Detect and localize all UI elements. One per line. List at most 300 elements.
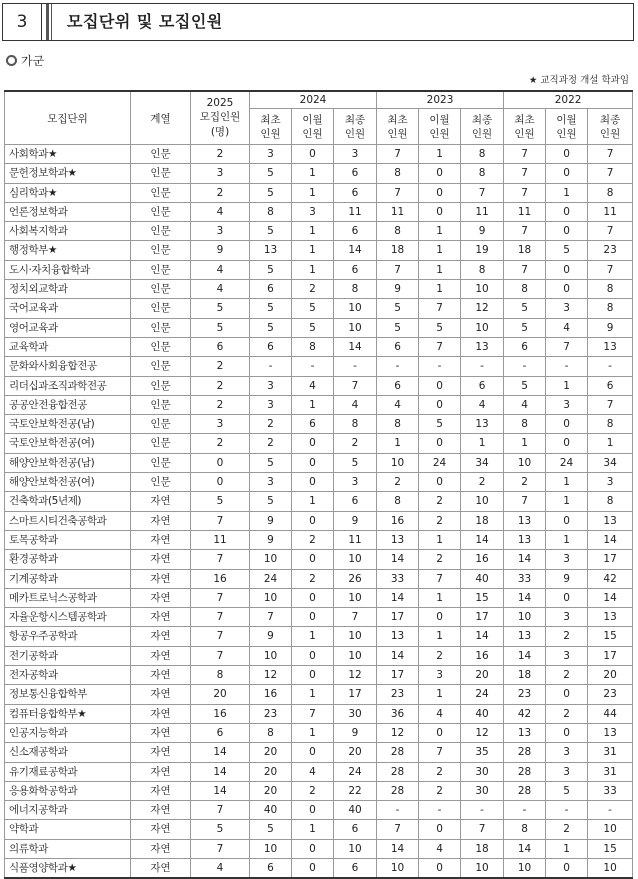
cell-first-2023: 33: [377, 569, 419, 588]
cell-carried-2023: 0: [419, 376, 461, 395]
table-row: [5, 550, 633, 569]
subheader-final-line1: 최종: [599, 113, 621, 126]
subheader-final-line1: 최종: [344, 113, 366, 126]
cell-final-2022: 15: [588, 627, 633, 646]
cell-field: 자연: [131, 569, 191, 588]
cell-first-2023: 13: [377, 530, 419, 549]
cell-final-2023: 1: [461, 434, 504, 453]
cell-first-2022: 13: [504, 530, 546, 549]
cell-final-2024: 12: [334, 666, 377, 685]
subheader-final-line2: 인원: [344, 127, 366, 140]
cell-final-2022: 10: [588, 820, 633, 839]
cell-unit-name: 국토안보학전공(여): [5, 434, 131, 453]
cell-carried-2023: 1: [419, 588, 461, 607]
cell-carried-2022: 1: [546, 530, 588, 549]
cell-first-2022: 8: [504, 280, 546, 299]
cell-carried-2022: 4: [546, 318, 588, 337]
cell-carried-2024: 1: [292, 164, 334, 183]
cell-carried-2023: 0: [419, 164, 461, 183]
cell-first-2024: 23: [250, 704, 292, 723]
cell-carried-2022: 0: [546, 434, 588, 453]
cell-carried-2023: 0: [419, 395, 461, 414]
cell-field: 자연: [131, 858, 191, 878]
cell-unit-name: 사회학과★: [5, 145, 131, 164]
cell-unit-name: 심리학과★: [5, 183, 131, 202]
cell-field: 자연: [131, 839, 191, 858]
cell-carried-2022: 0: [546, 164, 588, 183]
cell-carried-2023: 3: [419, 666, 461, 685]
cell-recruit-2025: 5: [191, 318, 250, 337]
cell-first-2024: 16: [250, 685, 292, 704]
cell-final-2022: 7: [588, 395, 633, 414]
cell-unit-name: 에너지공학과: [5, 801, 131, 820]
cell-unit-name: 의류학과: [5, 839, 131, 858]
cell-field: 자연: [131, 820, 191, 839]
cell-final-2024: 6: [334, 820, 377, 839]
cell-first-2024: 9: [250, 511, 292, 530]
subheader-first-line1: 최초: [387, 113, 408, 126]
cell-final-2023: 13: [461, 415, 504, 434]
cell-final-2024: 3: [334, 145, 377, 164]
cell-first-2023: 4: [377, 395, 419, 414]
cell-first-2024: 5: [250, 318, 292, 337]
cell-final-2022: 7: [588, 164, 633, 183]
cell-field: 인문: [131, 395, 191, 414]
cell-field: 인문: [131, 299, 191, 318]
cell-final-2022: 7: [588, 145, 633, 164]
cell-first-2023: 14: [377, 839, 419, 858]
cell-carried-2023: 4: [419, 704, 461, 723]
cell-first-2023: 28: [377, 743, 419, 762]
cell-field: 인문: [131, 357, 191, 376]
cell-first-2022: 5: [504, 318, 546, 337]
cell-final-2022: 13: [588, 723, 633, 742]
cell-first-2023: 7: [377, 145, 419, 164]
table-body: [5, 145, 633, 879]
cell-recruit-2025: 3: [191, 415, 250, 434]
cell-first-2024: 6: [250, 337, 292, 356]
cell-final-2022: 8: [588, 280, 633, 299]
cell-recruit-2025: 2: [191, 357, 250, 376]
cell-first-2023: 17: [377, 608, 419, 627]
cell-carried-2024: 0: [292, 550, 334, 569]
cell-carried-2022: 3: [546, 550, 588, 569]
cell-final-2023: 30: [461, 762, 504, 781]
cell-unit-name: 기계공학과: [5, 569, 131, 588]
cell-final-2023: -: [461, 357, 504, 376]
cell-recruit-2025: 2: [191, 145, 250, 164]
cell-final-2023: 9: [461, 222, 504, 241]
cell-field: 인문: [131, 415, 191, 434]
cell-carried-2022: 1: [546, 492, 588, 511]
cell-carried-2024: 8: [292, 337, 334, 356]
cell-carried-2022: 7: [546, 337, 588, 356]
cell-carried-2023: 0: [419, 434, 461, 453]
cell-final-2022: 13: [588, 337, 633, 356]
cell-recruit-2025: 6: [191, 337, 250, 356]
cell-field: 자연: [131, 762, 191, 781]
cell-final-2022: 17: [588, 550, 633, 569]
cell-final-2024: 9: [334, 511, 377, 530]
cell-recruit-2025: 14: [191, 743, 250, 762]
cell-carried-2023: 7: [419, 299, 461, 318]
cell-carried-2023: 2: [419, 646, 461, 665]
cell-final-2023: 10: [461, 280, 504, 299]
subheader-carried-line1: 이월: [556, 113, 577, 126]
cell-final-2024: 26: [334, 569, 377, 588]
cell-first-2022: 1: [504, 434, 546, 453]
subheader-carried-line1: 이월: [302, 113, 323, 126]
cell-carried-2024: 0: [292, 646, 334, 665]
cell-recruit-2025: 4: [191, 202, 250, 221]
cell-carried-2024: 0: [292, 434, 334, 453]
cell-first-2022: 13: [504, 723, 546, 742]
cell-final-2024: 10: [334, 839, 377, 858]
header-2025-recruit: 모집인원: [199, 111, 241, 123]
cell-first-2024: 3: [250, 395, 292, 414]
table-row: [5, 241, 633, 260]
cell-recruit-2025: 2: [191, 183, 250, 202]
subheader-first-line2: 인원: [260, 127, 281, 140]
table-row: [5, 762, 633, 781]
subheader-carried-line1: 이월: [429, 113, 450, 126]
subheader-first: [504, 109, 546, 145]
cell-carried-2022: 2: [546, 666, 588, 685]
table-row: [5, 781, 633, 800]
cell-unit-name: 문헌정보학과★: [5, 164, 131, 183]
cell-unit-name: 인공지능학과: [5, 723, 131, 742]
cell-carried-2024: 1: [292, 492, 334, 511]
cell-first-2023: 13: [377, 627, 419, 646]
cell-recruit-2025: 7: [191, 646, 250, 665]
cell-carried-2022: 1: [546, 376, 588, 395]
cell-carried-2024: 0: [292, 839, 334, 858]
cell-unit-name: 토목공학과: [5, 530, 131, 549]
cell-carried-2023: 5: [419, 318, 461, 337]
cell-carried-2023: 2: [419, 550, 461, 569]
cell-carried-2024: 1: [292, 183, 334, 202]
cell-final-2022: 1: [588, 434, 633, 453]
subheader-carried-line2: 인원: [429, 127, 450, 140]
table-row: [5, 473, 633, 492]
cell-final-2022: 10: [588, 858, 633, 878]
cell-recruit-2025: 16: [191, 704, 250, 723]
cell-carried-2024: 1: [292, 395, 334, 414]
cell-unit-name: 유기재료공학과: [5, 762, 131, 781]
cell-carried-2023: 0: [419, 820, 461, 839]
cell-final-2022: 14: [588, 530, 633, 549]
cell-unit-name: 환경공학과: [5, 550, 131, 569]
cell-final-2024: 11: [334, 530, 377, 549]
cell-final-2024: 3: [334, 473, 377, 492]
subheader-first-line1: 최초: [514, 113, 535, 126]
cell-final-2022: 3: [588, 473, 633, 492]
cell-final-2023: 14: [461, 627, 504, 646]
cell-carried-2022: 2: [546, 704, 588, 723]
cell-first-2022: -: [504, 801, 546, 820]
cell-carried-2023: 0: [419, 183, 461, 202]
cell-final-2022: 7: [588, 260, 633, 279]
cell-first-2024: 5: [250, 492, 292, 511]
cell-final-2024: 6: [334, 183, 377, 202]
subheader-carried-line2: 인원: [302, 127, 323, 140]
cell-first-2024: 3: [250, 473, 292, 492]
cell-first-2024: 10: [250, 588, 292, 607]
cell-final-2023: 24: [461, 685, 504, 704]
cell-field: 인문: [131, 376, 191, 395]
cell-unit-name: 정치외교학과: [5, 280, 131, 299]
cell-first-2023: 8: [377, 415, 419, 434]
cell-carried-2023: 1: [419, 145, 461, 164]
cell-final-2022: 8: [588, 415, 633, 434]
cell-first-2024: 8: [250, 202, 292, 221]
cell-final-2024: 7: [334, 376, 377, 395]
cell-carried-2022: 5: [546, 781, 588, 800]
cell-recruit-2025: 7: [191, 511, 250, 530]
cell-first-2023: 18: [377, 241, 419, 260]
cell-carried-2024: 5: [292, 318, 334, 337]
cell-carried-2022: 2: [546, 820, 588, 839]
cell-first-2024: 2: [250, 434, 292, 453]
cell-unit-name: 공공안전융합전공: [5, 395, 131, 414]
cell-field: 인문: [131, 202, 191, 221]
cell-first-2024: 5: [250, 260, 292, 279]
cell-first-2022: 10: [504, 453, 546, 472]
cell-unit-name: 국어교육과: [5, 299, 131, 318]
cell-first-2023: 14: [377, 646, 419, 665]
cell-first-2023: -: [377, 801, 419, 820]
subheader-carried-line2: 인원: [556, 127, 577, 140]
cell-first-2022: 7: [504, 164, 546, 183]
cell-final-2022: 15: [588, 839, 633, 858]
cell-carried-2024: 1: [292, 222, 334, 241]
cell-final-2024: 7: [334, 608, 377, 627]
section-title: 모집단위 및 모집인원: [67, 12, 223, 31]
cell-first-2023: 36: [377, 704, 419, 723]
table-row: [5, 511, 633, 530]
cell-first-2022: 7: [504, 183, 546, 202]
cell-final-2023: -: [461, 801, 504, 820]
subheader-final: [334, 109, 377, 145]
cell-unit-name: 약학과: [5, 820, 131, 839]
cell-carried-2022: 1: [546, 473, 588, 492]
cell-carried-2022: 0: [546, 202, 588, 221]
teaching-course-note: ★ 교직과정 개설 학과임: [528, 75, 629, 86]
subheader-final-line2: 인원: [471, 127, 493, 140]
cell-final-2022: 23: [588, 685, 633, 704]
cell-first-2024: 20: [250, 762, 292, 781]
cell-carried-2022: 1: [546, 183, 588, 202]
cell-unit-name: 스마트시티건축공학과: [5, 511, 131, 530]
subheader-first-line2: 인원: [387, 127, 408, 140]
cell-final-2024: 10: [334, 299, 377, 318]
table-row: [5, 395, 633, 414]
cell-field: 자연: [131, 608, 191, 627]
cell-carried-2024: 0: [292, 453, 334, 472]
cell-first-2022: 7: [504, 222, 546, 241]
cell-carried-2024: -: [292, 357, 334, 376]
cell-final-2023: 20: [461, 666, 504, 685]
cell-carried-2024: 1: [292, 685, 334, 704]
cell-first-2022: 10: [504, 608, 546, 627]
cell-final-2023: 12: [461, 299, 504, 318]
cell-final-2023: 2: [461, 473, 504, 492]
table-row: [5, 376, 633, 395]
cell-first-2024: 5: [250, 164, 292, 183]
cell-recruit-2025: 3: [191, 222, 250, 241]
cell-final-2022: 8: [588, 299, 633, 318]
cell-carried-2024: 1: [292, 820, 334, 839]
cell-final-2022: 8: [588, 183, 633, 202]
cell-final-2024: 6: [334, 492, 377, 511]
cell-carried-2024: 2: [292, 569, 334, 588]
cell-final-2024: 8: [334, 415, 377, 434]
table-row: [5, 666, 633, 685]
cell-carried-2022: 0: [546, 222, 588, 241]
cell-carried-2022: 3: [546, 743, 588, 762]
cell-recruit-2025: 7: [191, 608, 250, 627]
cell-final-2024: 17: [334, 685, 377, 704]
cell-final-2023: 40: [461, 704, 504, 723]
cell-first-2024: 40: [250, 801, 292, 820]
cell-final-2022: 11: [588, 202, 633, 221]
cell-carried-2022: 3: [546, 762, 588, 781]
cell-first-2024: 6: [250, 280, 292, 299]
cell-carried-2024: 2: [292, 781, 334, 800]
cell-unit-name: 정보통신융합학부: [5, 685, 131, 704]
cell-first-2024: 20: [250, 781, 292, 800]
cell-carried-2024: 1: [292, 627, 334, 646]
cell-unit-name: 사회복지학과: [5, 222, 131, 241]
cell-carried-2024: 2: [292, 530, 334, 549]
cell-final-2024: 14: [334, 241, 377, 260]
cell-unit-name: 교육학과: [5, 337, 131, 356]
header-2023: 2023: [377, 91, 504, 109]
cell-first-2023: 10: [377, 858, 419, 878]
cell-final-2023: 30: [461, 781, 504, 800]
cell-carried-2022: 0: [546, 685, 588, 704]
table-row: [5, 183, 633, 202]
cell-field: 인문: [131, 241, 191, 260]
cell-first-2022: 10: [504, 858, 546, 878]
cell-recruit-2025: 7: [191, 550, 250, 569]
cell-field: 자연: [131, 801, 191, 820]
cell-first-2022: 14: [504, 839, 546, 858]
cell-final-2024: 30: [334, 704, 377, 723]
cell-carried-2022: 1: [546, 839, 588, 858]
cell-final-2024: 6: [334, 858, 377, 878]
cell-carried-2022: 0: [546, 511, 588, 530]
cell-field: 자연: [131, 685, 191, 704]
subheader-first-line2: 인원: [514, 127, 535, 140]
table-row: [5, 685, 633, 704]
cell-carried-2023: 1: [419, 222, 461, 241]
cell-carried-2024: 1: [292, 241, 334, 260]
cell-first-2022: 8: [504, 415, 546, 434]
cell-final-2022: 31: [588, 762, 633, 781]
cell-final-2023: 34: [461, 453, 504, 472]
cell-final-2023: 10: [461, 858, 504, 878]
cell-final-2023: 12: [461, 723, 504, 742]
table-row: [5, 801, 633, 820]
cell-unit-name: 메카트로닉스공학과: [5, 588, 131, 607]
cell-carried-2022: 0: [546, 145, 588, 164]
cell-carried-2023: 0: [419, 608, 461, 627]
table-row: [5, 318, 633, 337]
cell-first-2024: 5: [250, 222, 292, 241]
table-row: [5, 145, 633, 164]
cell-first-2024: 10: [250, 550, 292, 569]
cell-final-2024: 10: [334, 588, 377, 607]
subheader-first-line1: 최초: [260, 113, 281, 126]
cell-unit-name: 행정학부★: [5, 241, 131, 260]
cell-final-2022: 14: [588, 588, 633, 607]
cell-final-2024: 14: [334, 337, 377, 356]
cell-recruit-2025: 16: [191, 569, 250, 588]
cell-first-2023: 28: [377, 762, 419, 781]
cell-first-2022: 4: [504, 395, 546, 414]
cell-final-2022: 17: [588, 646, 633, 665]
cell-first-2022: 18: [504, 241, 546, 260]
cell-final-2024: 2: [334, 434, 377, 453]
cell-first-2024: 7: [250, 608, 292, 627]
cell-carried-2023: 0: [419, 202, 461, 221]
cell-recruit-2025: 4: [191, 858, 250, 878]
cell-carried-2024: 1: [292, 723, 334, 742]
cell-first-2024: 20: [250, 743, 292, 762]
cell-final-2024: 20: [334, 743, 377, 762]
table-row: [5, 723, 633, 742]
cell-first-2022: 28: [504, 762, 546, 781]
table-row: [5, 646, 633, 665]
cell-recruit-2025: 7: [191, 627, 250, 646]
cell-unit-name: 건축학과(5년제): [5, 492, 131, 511]
cell-recruit-2025: 7: [191, 839, 250, 858]
cell-first-2023: 11: [377, 202, 419, 221]
cell-carried-2023: 2: [419, 781, 461, 800]
table-row: [5, 337, 633, 356]
cell-first-2024: 5: [250, 453, 292, 472]
cell-final-2024: 5: [334, 453, 377, 472]
cell-carried-2023: 0: [419, 723, 461, 742]
subheader-carried: [292, 109, 334, 145]
cell-field: 인문: [131, 434, 191, 453]
cell-final-2022: 13: [588, 608, 633, 627]
cell-recruit-2025: 7: [191, 801, 250, 820]
cell-final-2023: 14: [461, 530, 504, 549]
cell-unit-name: 해양안보학전공(여): [5, 473, 131, 492]
category-text: 가군: [21, 54, 45, 68]
cell-first-2024: 3: [250, 145, 292, 164]
cell-first-2023: 8: [377, 492, 419, 511]
cell-final-2024: 6: [334, 222, 377, 241]
cell-first-2023: 28: [377, 781, 419, 800]
cell-carried-2022: 0: [546, 588, 588, 607]
cell-first-2022: 14: [504, 550, 546, 569]
cell-carried-2024: 0: [292, 588, 334, 607]
subheader-final: [588, 109, 633, 145]
cell-carried-2024: 1: [292, 260, 334, 279]
cell-final-2022: 7: [588, 222, 633, 241]
cell-first-2022: 7: [504, 492, 546, 511]
subheader-first: [250, 109, 292, 145]
subheader-carried: [419, 109, 461, 145]
cell-first-2023: 7: [377, 260, 419, 279]
cell-carried-2022: 0: [546, 260, 588, 279]
cell-carried-2022: 3: [546, 299, 588, 318]
cell-first-2022: 13: [504, 511, 546, 530]
cell-carried-2023: 0: [419, 473, 461, 492]
